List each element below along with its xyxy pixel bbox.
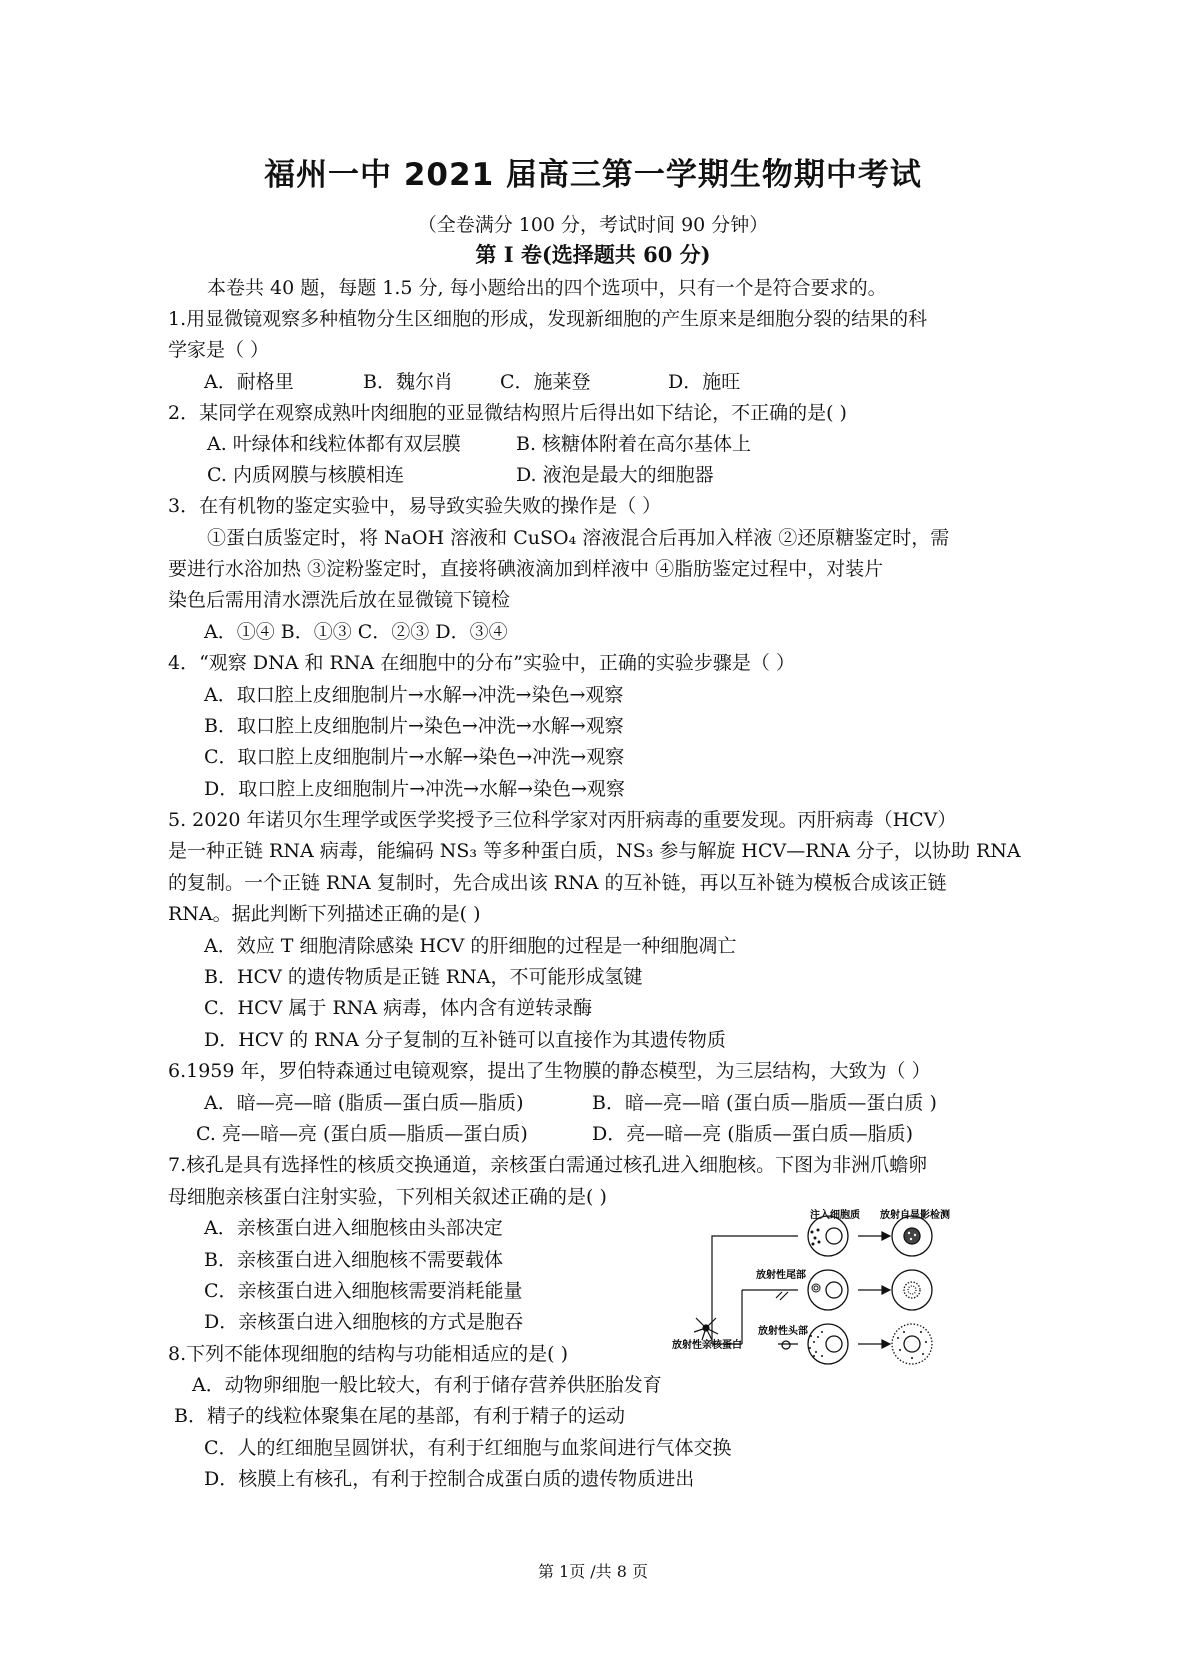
figure-label-protein: 放射性亲核蛋白 [672, 1340, 742, 1351]
page-footer: 第 1页 /共 8 页 [537, 1562, 649, 1581]
q3-body-line1: ①蛋白质鉴定时，将 NaOH 溶液和 CuSO₄ 溶液混合后再加入样液 ②还原糖鉴定时，需 [207, 527, 950, 549]
q5-option-c: C．HCV 属于 RNA 病毒，体内含有逆转录酶 [204, 997, 593, 1019]
q4-option-c: C．取口腔上皮细胞制片→水解→染色→冲洗→观察 [204, 746, 625, 768]
q4-option-a: A．取口腔上皮细胞制片→水解→冲洗→染色→观察 [204, 684, 624, 706]
q2-option-a: A. 叶绿体和线粒体都有双层膜 [207, 433, 461, 455]
section-heading: 第 I 卷(选择题共 60 分) [475, 242, 711, 267]
q1-stem-line1: 1.用显微镜观察多种植物分生区细胞的形成，发现新细胞的产生原来是细胞分裂的结果的科 [168, 308, 928, 330]
figure-label-detect: 放射自显影检测 [880, 1210, 950, 1221]
q7-stem-line2: 母细胞亲核蛋白注射实验，下列相关叙述正确的是( ) [168, 1186, 607, 1208]
q1-option-d: D．施旺 [668, 371, 741, 393]
q2-option-c: C. 内质网膜与核膜相连 [207, 464, 404, 486]
figure-label-head: 放射性头部 [758, 1326, 808, 1337]
q4-option-d: D．取口腔上皮细胞制片→冲洗→水解→染色→观察 [204, 778, 625, 800]
q2-option-b: B. 核糖体附着在高尔基体上 [516, 433, 752, 455]
q7-stem-line1: 7.核孔是具有选择性的核质交换通道，亲核蛋白需通过核孔进入细胞核。下图为非洲爪蟾卵 [168, 1154, 928, 1176]
q6-option-c: C. 亮—暗—亮 (蛋白质—脂质—蛋白质) [196, 1123, 528, 1145]
exam-title: 福州一中 2021 届高三第一学期生物期中考试 [264, 157, 922, 193]
q7-option-b: B．亲核蛋白进入细胞核不需要载体 [204, 1249, 503, 1271]
q3-body-line2: 要进行水浴加热 ③淀粉鉴定时，直接将碘液滴加到样液中 ④脂肪鉴定过程中，对装片 [168, 558, 884, 580]
q3-stem: 3．在有机物的鉴定实验中，易导致实验失败的操作是（ ） [168, 495, 662, 517]
q6-option-b: B．暗—亮—暗 (蛋白质—脂质—蛋白质 ) [592, 1092, 937, 1114]
q1-option-b: B．魏尔肖 [363, 371, 453, 393]
figure-label-tail: 放射性尾部 [756, 1270, 806, 1281]
nuclear-protein-figure [672, 1208, 1022, 1372]
q4-option-b: B．取口腔上皮细胞制片→染色→冲洗→水解→观察 [204, 715, 624, 737]
q5-stem-line1: 5. 2020 年诺贝尔生理学或医学奖授予三位科学家对丙肝病毒的重要发现。丙肝病毒（HCV） [168, 809, 957, 831]
q7-option-d: D．亲核蛋白进入细胞核的方式是胞吞 [204, 1311, 524, 1333]
q6-option-d: D．亮—暗—亮 (脂质—蛋白质—脂质) [592, 1123, 914, 1145]
q7-option-c: C．亲核蛋白进入细胞核需要消耗能量 [204, 1280, 523, 1302]
q6-stem: 6.1959 年，罗伯特森通过电镜观察，提出了生物膜的静态模型，为三层结构，大致为（ ） [168, 1060, 931, 1082]
q5-option-a: A．效应 T 细胞清除感染 HCV 的肝细胞的过程是一种细胞凋亡 [204, 935, 737, 957]
q1-stem-line2: 学家是（ ） [168, 339, 270, 361]
q3-body-line3: 染色后需用清水漂洗后放在显微镜下镜检 [168, 589, 511, 611]
q8-option-c: C．人的红细胞呈圆饼状，有利于红细胞与血浆间进行气体交换 [204, 1437, 732, 1459]
exam-subtitle: （全卷满分 100 分，考试时间 90 分钟） [417, 214, 769, 236]
instructions: 本卷共 40 题，每题 1.5 分, 每小题给出的四个选项中，只有一个是符合要求的。 [207, 277, 887, 299]
q5-option-d: D．HCV 的 RNA 分子复制的互补链可以直接作为其遗传物质 [204, 1029, 726, 1051]
q2-stem: 2．某同学在观察成熟叶肉细胞的亚显微结构照片后得出如下结论，不正确的是( ) [168, 402, 847, 424]
q4-stem: 4．“观察 DNA 和 RNA 在细胞中的分布”实验中，正确的实验步骤是（ ） [168, 652, 795, 674]
q5-option-b: B．HCV 的遗传物质是正链 RNA，不可能形成氢键 [204, 966, 643, 988]
q7-option-a: A．亲核蛋白进入细胞核由头部决定 [204, 1217, 503, 1239]
q5-stem-line3: 的复制。一个正链 RNA 复制时，先合成出该 RNA 的互补链，再以互补链为模板合成该正链 [168, 872, 947, 894]
q8-option-d: D．核膜上有核孔，有利于控制合成蛋白质的遗传物质进出 [204, 1468, 695, 1490]
q8-option-b: B．精子的线粒体聚集在尾的基部，有利于精子的运动 [174, 1405, 625, 1427]
q1-option-a: A．耐格里 [204, 371, 294, 393]
q6-option-a: A．暗—亮—暗 (脂质—蛋白质—脂质) [204, 1092, 524, 1114]
q2-option-d: D. 液泡是最大的细胞器 [516, 464, 714, 486]
q5-stem-line2: 是一种正链 RNA 病毒，能编码 NS₃ 等多种蛋白质，NS₃ 参与解旋 HCV—RNA 分子，以协助 RNA [168, 840, 1021, 862]
q1-option-c: C．施莱登 [500, 371, 591, 393]
q8-option-a: A．动物卵细胞一般比较大，有利于储存营养供胚胎发育 [192, 1374, 662, 1396]
q3-options: A．①④ B．①③ C．②③ D．③④ [204, 621, 508, 643]
q8-stem: 8.下列不能体现细胞的结构与功能相适应的是( ) [168, 1343, 568, 1365]
nuclear-protein-icon [694, 1318, 718, 1340]
q5-stem-line4: RNA。据此判断下列描述正确的是( ) [168, 903, 481, 925]
figure-label-inject: 注入细胞质 [810, 1210, 860, 1221]
